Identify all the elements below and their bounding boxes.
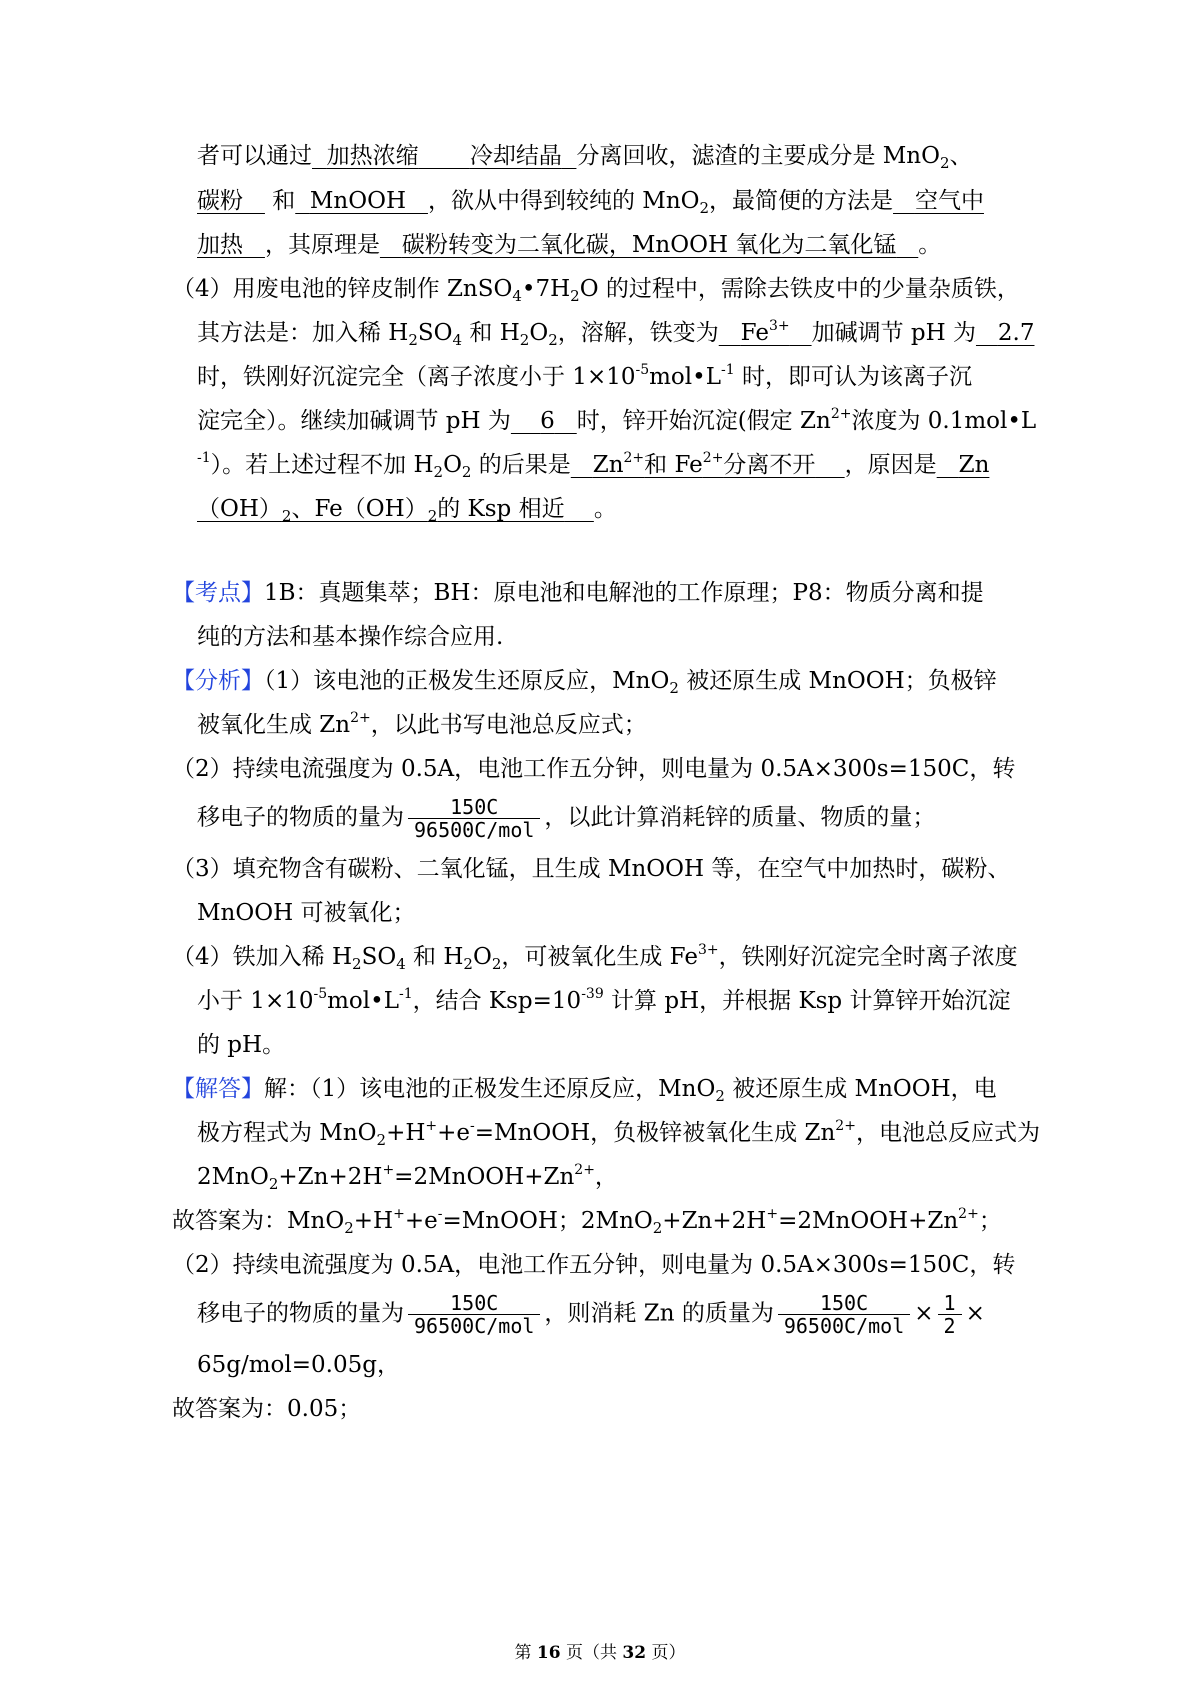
jieda-line-5: 移电子的物质的量为 $\frac{150C}{\text{96500C/mol}}$ ，则消耗 Zn 的质量为 $\frac{150C}{\text{96500C/mol}}$ × $\frac{1}{2}$ ×: [197, 1291, 985, 1338]
text: 者可以通过: [197, 143, 312, 169]
answer-blank: 加热浓缩 冷却结晶: [326, 143, 562, 169]
fraction: $\frac{150C}{\text{96500C/mol}}$: [408, 1292, 540, 1337]
q4-line-6: $(OH)_2$、$Fe(OH)_2$的 Ksp 相近 。: [197, 496, 617, 525]
q3-line-1: 者可以通过 加热浓缩 冷却结晶 分离回收，滤渣的主要成分是 MnO$_2$、: [197, 143, 973, 172]
answer-blank: Zn: [958, 452, 990, 478]
fraction: $\frac{150C}{\text{96500C/mol}}$: [778, 1292, 910, 1337]
answer-line-1: 故答案为：MnO$_2$+H++e-=MnOOH；$2MnO_2+Zn+2H^+=2MnOOH+Zn^{2+}$；: [172, 1206, 1002, 1237]
q3-line-3: 加热 ，其原理是 碳粉转变为二氧化碳，MnOOH 氧化为二氧化锰 。: [197, 232, 942, 258]
q4-line-4: 淀完全）。继续加碱调节 pH 为 6 时，锌开始沉淀(假定 $Zn^{2+}$浓度为 0.1mol•L: [197, 406, 1037, 434]
q4-line-2: 其方法是：加入稀 $H_2SO_4$ 和 $H_2O_2$，溶解，铁变为 $Fe^{3+}$ 加碱调节 pH 为 2.7: [197, 318, 1035, 349]
fraction: $\frac{150C}{\text{96500C/mol}}$: [408, 796, 540, 841]
fenxi-line-8: 小于 $1\times 10^{-5}mol•L^{-1}$，结合 $Ksp=10^{-39}$ 计算 pH，并根据 Ksp 计算锌开始沉淀: [197, 986, 1011, 1014]
page-number: 16: [536, 1643, 561, 1663]
answer-blank: 加热: [197, 232, 243, 258]
answer-blank: $Zn^{2+}$和 $Fe^{2+}$分离不开: [592, 450, 816, 478]
answer-blank: 2.7: [997, 320, 1035, 346]
fenxi-line-1: 【分析】（1）该电池的正极发生还原反应，MnO$_2$ 被还原生成 MnOOH；负极锌: [172, 668, 997, 697]
fenxi-line-7: （4）铁加入稀 $H_2SO_4$ 和 $H_2O_2$，可被氧化生成 $Fe^{3+}$，铁刚好沉淀完全时离子浓度: [172, 942, 1018, 973]
kaodian-line-2: 纯的方法和基本操作综合应用.: [197, 624, 504, 650]
fenxi-tag: 【分析】: [172, 668, 264, 694]
answer-blank: 空气中: [914, 188, 984, 214]
answer-blank: 碳粉: [197, 188, 243, 214]
jieda-line-6: 65g/mol=0.05g，: [197, 1352, 400, 1378]
answer-blank: 碳粉转变为二氧化碳，MnOOH 氧化为二氧化锰: [401, 232, 897, 258]
fenxi-line-2: 被氧化生成 $Zn^{2+}$，以此书写电池总反应式；: [197, 710, 647, 738]
kaodian-line-1: 【考点】1B：真题集萃；BH：原电池和电解池的工作原理；P8：物质分离和提: [172, 580, 984, 606]
total-pages: 32: [622, 1643, 647, 1663]
q4-line-3: 时，铁刚好沉淀完全（离子浓度小于 $1\times 10^{-5}mol•L^{-1}$ 时，即可认为该离子沉: [197, 362, 972, 390]
q3-line-2: 碳粉 和 MnOOH ，欲从中得到较纯的 MnO$_2$，最简便的方法是 空气中: [197, 188, 984, 217]
fenxi-line-6: MnOOH 可被氧化；: [197, 900, 416, 926]
q4-line-1: （4）用废电池的锌皮制作 $ZnSO_4•7H_2O$ 的过程中，需除去铁皮中的少量杂质铁，: [172, 276, 1020, 305]
fenxi-line-4: 移电子的物质的量为 $\frac{150C}{\text{96500C/mol}}$ ，以此计算消耗锌的质量、物质的量；: [197, 795, 936, 842]
answer-blank: $(OH)_2$、$Fe(OH)_2$的 Ksp 相近: [197, 496, 565, 525]
fenxi-line-9: 的 pH。: [197, 1032, 286, 1058]
jieda-line-3: $2MnO_2+Zn+2H^+=2MnOOH+Zn^{2+}$，: [197, 1162, 618, 1193]
q4-line-5: $^{-1}$）。若上述过程不加 $H_2O_2$ 的后果是 $Zn^{2+}$和 $Fe^{2+}$分离不开 ，原因是 Zn: [197, 450, 990, 481]
answer-blank: $Fe^{3+}$: [740, 318, 790, 346]
jieda-line-1: 【解答】解：（1）该电池的正极发生还原反应，MnO$_2$ 被还原生成 MnOOH，电: [172, 1076, 997, 1105]
fenxi-line-5: （3）填充物含有碳粉、二氧化锰，且生成 MnOOH 等，在空气中加热时，碳粉、: [172, 856, 1011, 882]
answer-line-2: 故答案为：0.05；: [172, 1396, 362, 1422]
jieda-line-2: 极方程式为 MnO$_2$+H++e-=MnOOH，负极锌被氧化生成 $Zn^{2+}$，电池总反应式为: [197, 1118, 1040, 1149]
fenxi-line-3: （2）持续电流强度为 0.5A，电池工作五分钟，则电量为 0.5A×300s=150C，转: [172, 756, 1016, 782]
page-footer: 第 16 页（共 32 页）: [514, 1643, 686, 1663]
jieda-line-4: （2）持续电流强度为 0.5A，电池工作五分钟，则电量为 0.5A×300s=150C，转: [172, 1252, 1016, 1278]
kaodian-tag: 【考点】: [172, 580, 264, 606]
fraction-half: $\frac{1}{2}$: [938, 1292, 962, 1337]
answer-blank: MnOOH: [309, 188, 407, 214]
answer-blank: 6: [540, 408, 555, 434]
jieda-tag: 【解答】: [172, 1076, 264, 1102]
